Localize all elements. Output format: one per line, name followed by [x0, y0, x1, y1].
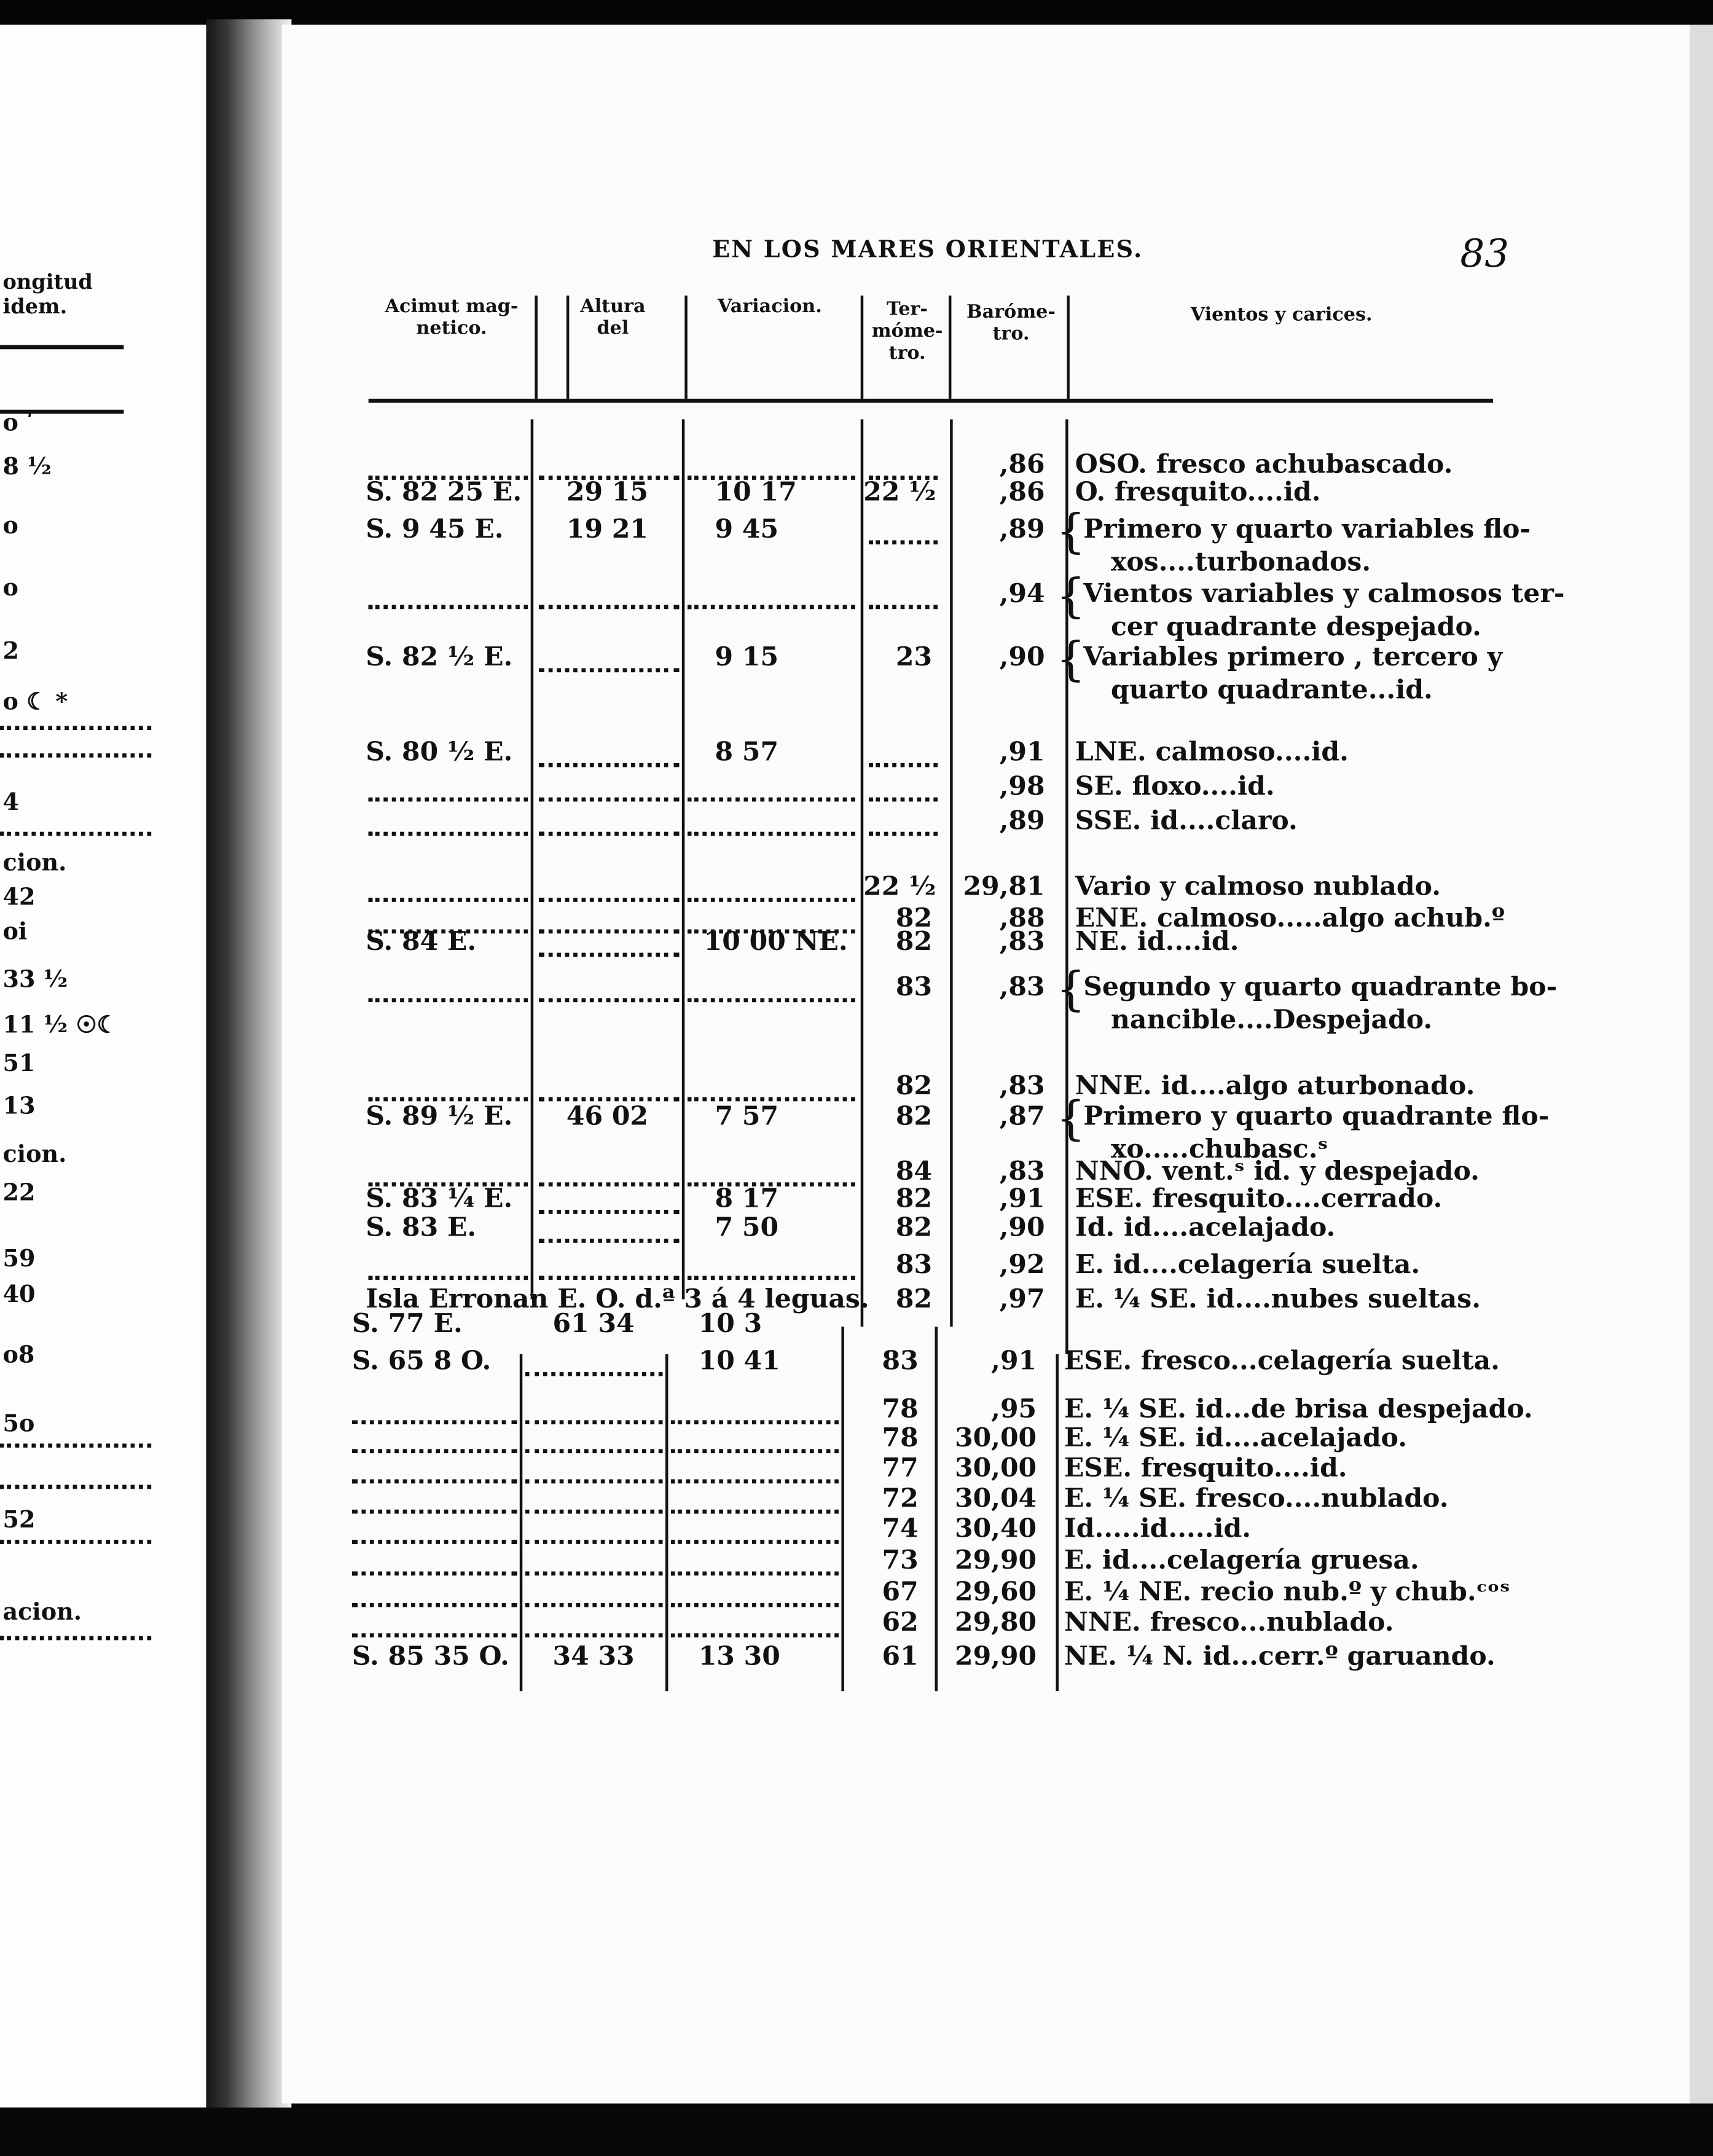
leader-dots [539, 1276, 679, 1280]
termometro-cell: 72 [882, 1483, 919, 1514]
leader-dots [352, 1449, 517, 1453]
barometro-cell: ,97 [999, 1284, 1045, 1315]
left-page-fragment: o ʹ [2, 409, 34, 437]
barometro-cell: 29,90 [955, 1545, 1037, 1576]
variacion-cell: 7 57 [715, 1101, 779, 1132]
termometro-cell: 82 [895, 1071, 933, 1102]
vientos-cell: SSE. id....claro. [1075, 806, 1298, 836]
left-page-fragment: 22 [2, 1179, 36, 1207]
barometro-cell: 30,00 [955, 1422, 1037, 1454]
left-page-fragment: 42 [2, 884, 36, 912]
barometro-cell: 30,40 [955, 1513, 1037, 1544]
vientos-cell: Segundo y quarto quadrante bo- [1083, 971, 1558, 1003]
vientos-cell: E. ¼ SE. fresco....nublado. [1064, 1483, 1449, 1514]
leader-dots [688, 605, 855, 610]
barometro-cell: ,91 [999, 737, 1045, 767]
leader-dots [671, 1510, 839, 1514]
leader-dots [525, 1420, 663, 1424]
leader-dots [539, 1210, 679, 1214]
vientos-cell: E. ¼ SE. id...de brisa despejado. [1064, 1394, 1533, 1425]
termometro-cell: 82 [895, 1101, 933, 1132]
leader-dots [671, 1540, 839, 1544]
leader-dots [0, 1636, 151, 1641]
termometro-cell: 83 [882, 1346, 919, 1376]
termometro-cell: 83 [895, 971, 933, 1003]
leader-dots [688, 798, 855, 802]
leader-dots [539, 1097, 679, 1102]
vientos-cell: Primero y quarto variables flo- [1083, 514, 1531, 545]
barometro-cell: ,83 [999, 1156, 1045, 1187]
termometro-cell: 62 [882, 1607, 919, 1637]
leader-dots [369, 1097, 528, 1102]
leader-dots [688, 1276, 855, 1280]
variacion-cell: 9 15 [715, 641, 779, 673]
leader-dots [539, 605, 679, 610]
leader-dots [869, 540, 938, 544]
barometro-cell: ,83 [999, 971, 1045, 1003]
column-header-vientos: Vientos y carices. [1190, 304, 1373, 326]
brace-glyph: { [1056, 1091, 1086, 1147]
column-header-acimut: Acimut mag- netico. [385, 296, 519, 340]
leader-dots [0, 1485, 151, 1489]
scan-border [0, 2107, 1713, 2155]
barometro-cell: 29,81 [963, 871, 1045, 902]
termometro-cell: 83 [895, 1249, 933, 1280]
column-divider [665, 1354, 668, 1691]
left-page-fragment: cion. [2, 1141, 67, 1169]
altura-cell: 19 21 [566, 514, 649, 545]
left-page-fragment: o [2, 574, 18, 603]
termometro-cell: 74 [882, 1513, 919, 1544]
vientos-cell: Primero y quarto quadrante flo- [1083, 1101, 1550, 1132]
vientos-cell: LNE. calmoso....id. [1075, 737, 1349, 767]
leader-dots [352, 1420, 517, 1424]
termometro-cell: 67 [882, 1577, 919, 1607]
left-page-fragment: o ☾ * [2, 689, 68, 716]
leader-dots [869, 605, 938, 610]
leader-dots [0, 1443, 151, 1448]
leader-dots [688, 1097, 855, 1102]
column-divider [566, 296, 569, 399]
barometro-cell: ,86 [999, 477, 1045, 508]
variacion-cell: 8 57 [715, 737, 779, 767]
vientos-cell: ENE. calmoso.....algo achub.º [1075, 903, 1505, 934]
termometro-cell: 78 [882, 1422, 919, 1454]
barometro-cell: ,89 [999, 514, 1045, 545]
barometro-cell: ,94 [999, 579, 1045, 610]
vientos-cell: ESE. fresquito....cerrado. [1075, 1183, 1443, 1214]
vientos-cell: ESE. fresquito....id. [1064, 1453, 1347, 1484]
leader-dots [525, 1372, 663, 1376]
barometro-cell: ,92 [999, 1249, 1045, 1280]
leader-dots [539, 668, 679, 672]
leader-dots [525, 1510, 663, 1514]
leader-dots [671, 1572, 839, 1576]
vientos-cell: xos....turbonados. [1110, 547, 1371, 578]
leader-dots [539, 1182, 679, 1186]
leader-dots [869, 832, 938, 836]
termometro-cell: 22 ½ [863, 477, 936, 508]
termometro-cell: 23 [895, 641, 933, 673]
page-number: 83 [1460, 230, 1510, 276]
vientos-cell: E. ¼ NE. recio nub.º y chub.ᶜᵒˢ [1064, 1577, 1510, 1607]
vientos-cell: NNO. vent.ˢ id. y despejado. [1075, 1156, 1480, 1187]
leader-dots [688, 998, 855, 1002]
brace-glyph: { [1056, 569, 1086, 624]
vientos-cell: Vientos variables y calmosos ter- [1083, 579, 1565, 610]
leader-dots [369, 605, 528, 610]
column-header-termometro: Ter- móme- tro. [871, 298, 943, 364]
vientos-cell: O. fresquito....id. [1075, 477, 1321, 508]
vientos-cell: NNE. fresco...nublado. [1064, 1607, 1394, 1637]
leader-dots [369, 832, 528, 836]
leader-dots [671, 1633, 839, 1637]
barometro-cell: ,90 [999, 641, 1045, 673]
termometro-cell: 77 [882, 1453, 919, 1484]
termometro-cell: 82 [895, 1212, 933, 1243]
leader-dots [352, 1480, 517, 1484]
vientos-cell: ESE. fresco...celagería suelta. [1064, 1346, 1500, 1376]
leader-dots [539, 1239, 679, 1243]
column-divider [1056, 1354, 1058, 1691]
variacion-cell: 9 45 [715, 514, 779, 545]
barometro-cell: 29,90 [955, 1641, 1037, 1672]
leader-dots [525, 1540, 663, 1544]
vientos-cell: NE. ¼ N. id...cerr.º garuando. [1064, 1641, 1495, 1672]
termometro-cell: 22 ½ [863, 871, 936, 902]
leader-dots [369, 1276, 528, 1280]
book-gutter [206, 19, 292, 2109]
left-page-rule [0, 345, 123, 350]
column-divider [684, 296, 687, 399]
barometro-cell: 30,04 [955, 1483, 1037, 1514]
variacion-cell: 10 3 [698, 1309, 762, 1339]
variacion-cell: 7 50 [715, 1212, 779, 1243]
barometro-cell: ,91 [999, 1183, 1045, 1214]
vientos-cell: E. ¼ SE. id....acelajado. [1064, 1422, 1408, 1454]
acimut-cell: S. 77 E. [351, 1309, 463, 1339]
termometro-cell: 82 [895, 1183, 933, 1214]
column-header-barometro: Baróme- tro. [966, 301, 1056, 345]
brace-glyph: { [1056, 962, 1086, 1017]
leader-dots [525, 1603, 663, 1607]
altura-cell: 29 15 [566, 477, 649, 508]
column-divider [520, 1354, 522, 1691]
left-page-fragment: 8 ½ [2, 453, 52, 482]
acimut-cell: S. 85 35 O. [351, 1641, 509, 1672]
altura-cell: 61 34 [552, 1309, 635, 1339]
termometro-cell: 73 [882, 1545, 919, 1576]
table-header-rule [369, 399, 1493, 403]
termometro-cell: 82 [895, 1284, 933, 1315]
leader-dots [671, 1420, 839, 1424]
column-divider [1067, 296, 1069, 399]
left-page-fragment: 51 [2, 1050, 36, 1078]
leader-dots [539, 832, 679, 836]
leader-dots [671, 1449, 839, 1453]
leader-dots [539, 930, 679, 934]
barometro-cell: ,88 [999, 903, 1045, 934]
acimut-cell: S. 82 25 E. [366, 477, 522, 508]
barometro-cell: ,90 [999, 1212, 1045, 1243]
leader-dots [525, 1633, 663, 1637]
leader-dots [869, 763, 938, 767]
vientos-cell: quarto quadrante...id. [1110, 675, 1433, 705]
barometro-cell: ,86 [999, 449, 1045, 480]
column-divider [861, 296, 863, 399]
left-page [0, 25, 206, 2107]
termometro-cell: 82 [895, 903, 933, 934]
left-page-fragment: 40 [2, 1281, 36, 1309]
barometro-cell: 29,80 [955, 1607, 1037, 1637]
acimut-cell: S. 84 E. [366, 927, 477, 957]
leader-dots [688, 832, 855, 836]
vientos-cell: nancible....Despejado. [1110, 1005, 1433, 1035]
barometro-cell: ,83 [999, 927, 1045, 957]
left-page-fragment: o [2, 512, 18, 541]
leader-dots [369, 898, 528, 902]
left-page-fragment: 11 ½ ☉☾ [2, 1011, 118, 1040]
variacion-cell: 8 17 [715, 1183, 779, 1214]
altura-cell: 46 02 [566, 1101, 649, 1132]
vientos-cell: Variables primero , tercero y [1083, 641, 1503, 673]
variacion-cell: 13 30 [698, 1641, 780, 1672]
leader-dots [369, 798, 528, 802]
vientos-cell: SE. floxo....id. [1075, 771, 1275, 802]
variacion-cell: 10 00 NE. [704, 927, 848, 957]
acimut-cell: Isla Erronan E. O. d.ª 3 á 4 leguas. [366, 1284, 869, 1315]
acimut-cell: S. 83 E. [366, 1212, 477, 1243]
leader-dots [671, 1603, 839, 1607]
brace-glyph: { [1056, 504, 1086, 560]
vientos-cell: E. ¼ SE. id....nubes sueltas. [1075, 1284, 1481, 1315]
brace-glyph: { [1056, 632, 1086, 688]
leader-dots [539, 763, 679, 767]
column-header-variacion: Variacion. [718, 296, 822, 318]
leader-dots [0, 1540, 151, 1544]
column-header-altura: Altura del [580, 296, 646, 340]
left-page-fragment: 59 [2, 1245, 36, 1274]
vientos-cell: Vario y calmoso nublado. [1075, 871, 1441, 902]
barometro-cell: 30,00 [955, 1453, 1037, 1484]
leader-dots [688, 898, 855, 902]
leader-dots [0, 726, 151, 730]
leader-dots [539, 953, 679, 957]
vientos-cell: OSO. fresco achubascado. [1075, 449, 1453, 480]
vientos-cell: Id.....id.....id. [1064, 1513, 1252, 1544]
left-page-fragment: 5o [2, 1410, 35, 1438]
left-page-fragment: 52 [2, 1507, 36, 1535]
variacion-cell: 10 41 [698, 1346, 780, 1376]
leader-dots [352, 1633, 517, 1637]
altura-cell: 34 33 [552, 1641, 635, 1672]
termometro-cell: 82 [895, 927, 933, 957]
vientos-cell: E. id....celagería suelta. [1075, 1249, 1421, 1280]
left-page-fragment: o8 [2, 1341, 35, 1370]
variacion-cell: 10 17 [715, 477, 797, 508]
running-head: EN LOS MARES ORIENTALES. [712, 236, 1143, 264]
acimut-cell: S. 65 8 O. [351, 1346, 492, 1376]
leader-dots [539, 798, 679, 802]
leader-dots [525, 1572, 663, 1576]
column-divider [682, 419, 684, 1299]
vientos-cell: NE. id....id. [1075, 927, 1239, 957]
left-page-fragment: 4 [2, 789, 19, 817]
barometro-cell: ,87 [999, 1101, 1045, 1132]
barometro-cell: ,91 [991, 1346, 1037, 1376]
left-page-fragment: acion. [2, 1599, 82, 1627]
termometro-cell: 78 [882, 1394, 919, 1425]
left-page-header: ongitud idem. [2, 269, 93, 319]
barometro-cell: ,98 [999, 771, 1045, 802]
leader-dots [352, 1510, 517, 1514]
leader-dots [352, 1572, 517, 1576]
vientos-cell: Id. id....acelajado. [1075, 1212, 1336, 1243]
left-page-fragment: 2 [2, 638, 19, 665]
leader-dots [0, 753, 151, 758]
leader-dots [525, 1449, 663, 1453]
column-divider [535, 296, 537, 399]
barometro-cell: ,83 [999, 1071, 1045, 1102]
barometro-cell: ,89 [999, 806, 1045, 836]
vientos-cell: NNE. id....algo aturbonado. [1075, 1071, 1475, 1102]
leader-dots [369, 998, 528, 1002]
termometro-cell: 84 [895, 1156, 933, 1187]
vientos-cell: xo.....chubasc.ˢ [1110, 1134, 1328, 1165]
leader-dots [869, 798, 938, 802]
column-divider [949, 296, 951, 399]
column-divider [950, 419, 952, 1327]
vientos-cell: E. id....celagería gruesa. [1064, 1545, 1419, 1576]
termometro-cell: 61 [882, 1641, 919, 1672]
column-divider [531, 419, 533, 1299]
left-page-fragment: cion. [2, 849, 67, 877]
leader-dots [352, 1540, 517, 1544]
leader-dots [525, 1480, 663, 1484]
barometro-cell: 29,60 [955, 1577, 1037, 1607]
left-page-fragment: 33 ½ [2, 966, 68, 994]
leader-dots [539, 898, 679, 902]
leader-dots [671, 1480, 839, 1484]
acimut-cell: S. 82 ½ E. [366, 641, 513, 673]
leader-dots [352, 1603, 517, 1607]
vientos-cell: cer quadrante despejado. [1110, 611, 1481, 642]
page-edge [1690, 25, 1713, 2103]
left-page-fragment: 13 [2, 1092, 36, 1121]
acimut-cell: S. 83 ¼ E. [366, 1183, 513, 1214]
acimut-cell: S. 89 ½ E. [366, 1101, 513, 1132]
acimut-cell: S. 9 45 E. [366, 514, 504, 545]
leader-dots [539, 998, 679, 1002]
left-page-fragment: oi [2, 918, 28, 946]
barometro-cell: ,95 [991, 1394, 1037, 1425]
leader-dots [0, 832, 151, 836]
acimut-cell: S. 80 ½ E. [366, 737, 513, 767]
